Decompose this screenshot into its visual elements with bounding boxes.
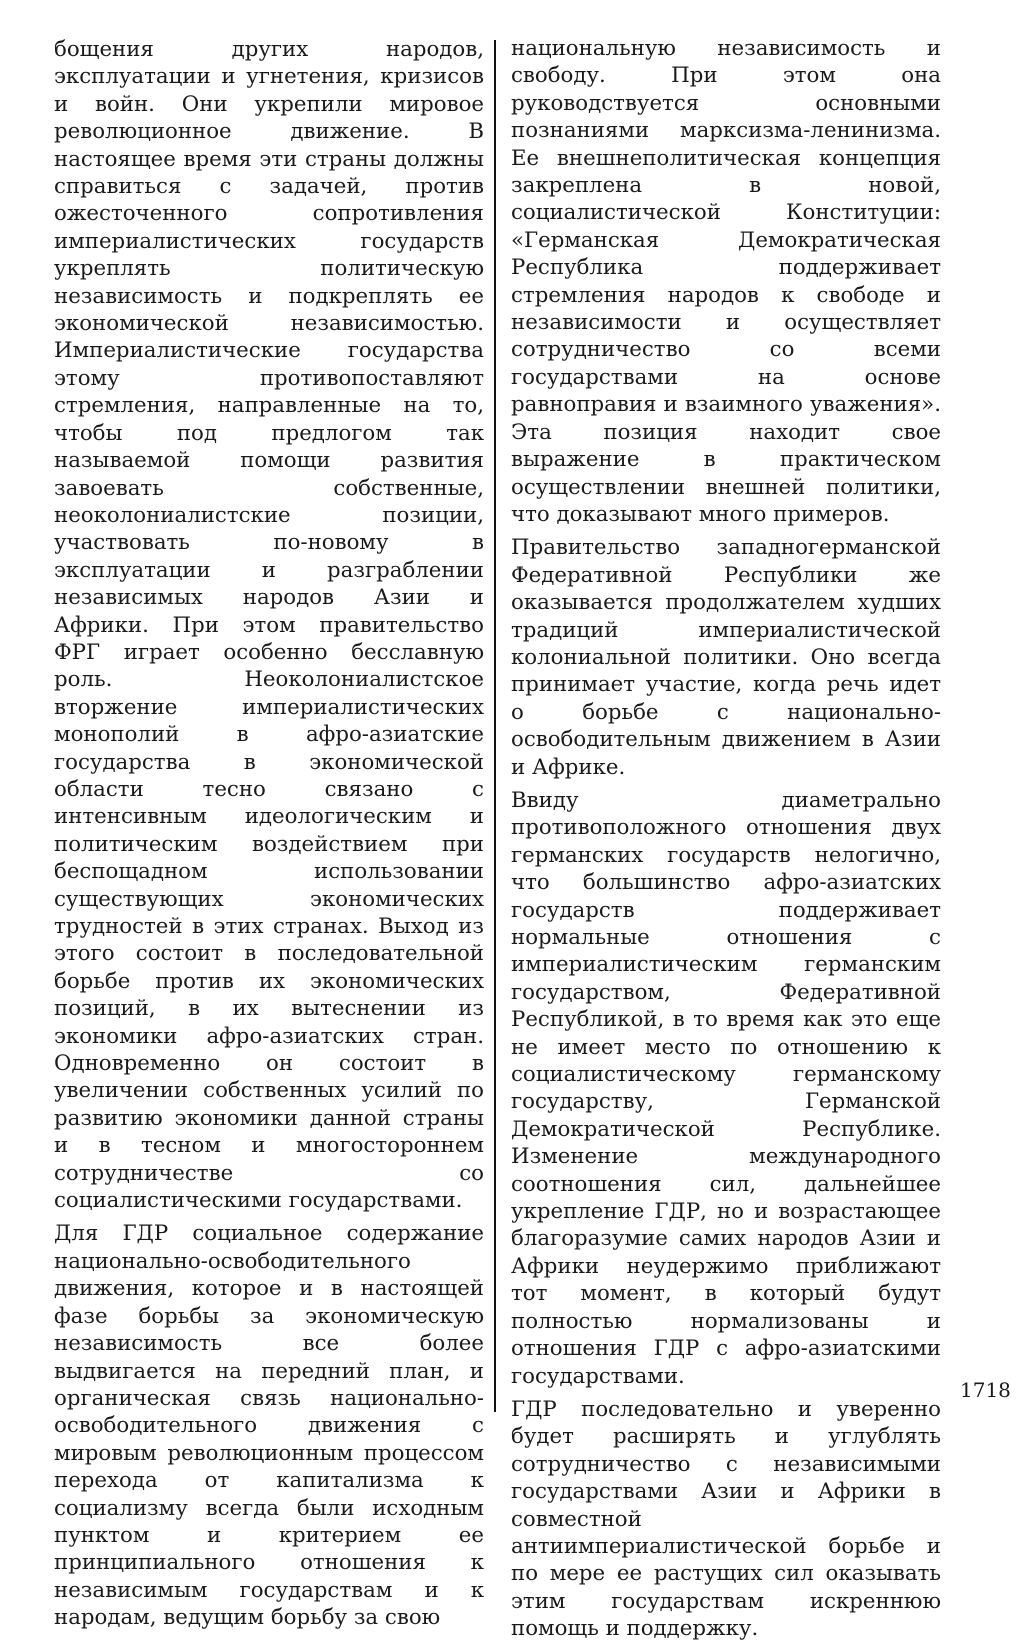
page-number: 1718 [960, 1378, 1011, 1402]
paragraph: бощения других народов, эксплуатации и угнетения, кризисов и войн. Они укрепили мировое революционное движение. В настоящее время эти страны должны справиться с задачей, против ожесточенного сопротивления империалистических государств укреплять политическую независимость и подкреплять ее экономической независимостью. Империалистические государства этому противопоставляют стремления, направленные на то, чтобы под предлогом так называемой помощи развития завоевать собственные, неоколониалистские позиции, участвовать по-новому в эксплуатации и разграблении независимых народов Азии и Африки. При этом правительство ФРГ играет особенно бесславную роль. Неоколониалистское вторжение империалистических монополий в афро-азиатские государства в экономической области тесно связано с интенсивным идеологическим и политическим воздействием при беспощадном использовании существующих экономических трудностей в этих странах. Выход из этого состоит в последовательной борьбе против их экономических позиций, в их вытеснении из экономики афро-азиатских стран. Одновременно он состоит в увеличении собственных усилий по развитию экономики данной страны и в тесном и многостороннем сотрудничестве со социалистическими государствами. [54, 37, 484, 1214]
column-divider [494, 40, 496, 1412]
left-column [54, 36, 484, 1632]
paragraph: национальную независимость и свободу. При этом она руководствуется основными познаниями марксизма-ленинизма. Ее внешнеполитическая концепция закреплена в новой, социалистической Конституции: «Германская Демократическая Республика поддерживает стремления народов к свободе и независимости и осуществляет сотрудничество со всеми государствами на основе равноправия и взаимного уважения». Эта позиция находит свое выражение в практическом осуществлении внешней политики, что доказывают много примеров. [511, 36, 941, 527]
paragraph: ГДР последовательно и уверенно будет расширять и углублять сотрудничество с независимыми государствами Азии и Африки в совместной антиимпериалистической борьбе и по мере ее растущих сил оказывать этим государствам искреннюю помощь и поддержку. [511, 1396, 941, 1642]
paragraph: Для ГДР социальное содержание национально-освободительного движения, которое и в настоящей фазе борьбы за экономическую независимость все более выдвигается на передний план, и органическая связь национально-освободительного движения с мировым революционным процессом перехода от капитализма к социализму всегда были исходным пунктом и критерием ее принципиального отношения к независимым государствам и к народам, ведущим борьбу за свою [54, 1221, 484, 1631]
paragraph: Правительство западногерманской Федеративной Республики же оказывается продолжателем худших традиций империалистической колониальной политики. Оно всегда принимает участие, когда речь идет о борьбе с национально-освободительным движением в Азии и Африке. [511, 535, 941, 780]
paragraph: Ввиду диаметрально противоположного отношения двух германских государств нелогично, что большинство афро-азиатских государств поддерживает нормальные отношения с империалистическим германским государством, Федеративной Республикой, в то время как это еще не имеет место по отношению к социалистическому германскому государству, Германской Демократической Республике. Изменение международного соотношения сил, дальнейшее укрепление ГДР, но и возрастающее благоразумие самих народов Азии и Африки неудержимо приближают тот момент, в который будут полностью нормализованы и отношения ГДР с афро-азиатскими государствами. [511, 787, 941, 1389]
right-column [511, 35, 941, 1643]
